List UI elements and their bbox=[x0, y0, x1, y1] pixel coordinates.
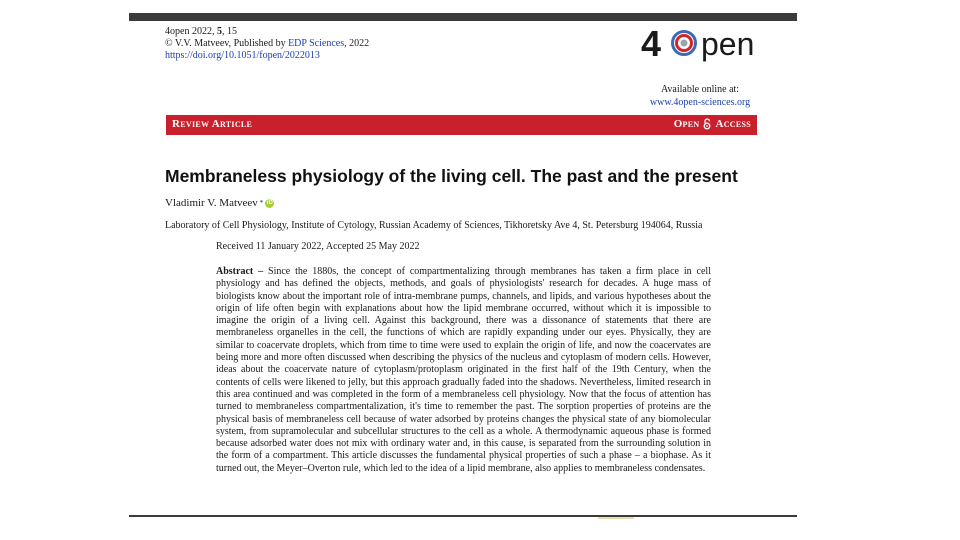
publisher-link[interactable]: EDP Sciences bbox=[288, 38, 345, 49]
open-access-label: Open Access bbox=[673, 118, 751, 130]
abstract-label: Abstract – bbox=[216, 266, 264, 277]
top-rule bbox=[129, 13, 797, 21]
bottom-rule bbox=[129, 515, 797, 517]
corresponding-mark: * bbox=[259, 199, 264, 207]
available-label: Available online at: bbox=[660, 84, 740, 95]
logo-four: 4 bbox=[641, 23, 662, 64]
affiliation: Laboratory of Cell Physiology, Institute of Cytology, Russian Academy of Sciences, Tikhoretsky Ave 4, St. Petersburg 194064, Russia bbox=[165, 220, 703, 231]
article-type: Review Article bbox=[172, 118, 253, 130]
orcid-icon[interactable]: iD bbox=[266, 199, 273, 206]
open-access-icon bbox=[702, 118, 712, 130]
journal-website-link[interactable]: www.4open-sciences.org bbox=[649, 97, 751, 108]
author-line bbox=[165, 197, 274, 209]
article-title: Membraneless physiology of the living cell. The past and the present bbox=[165, 166, 738, 186]
received-dates: Received 11 January 2022, Accepted 25 May 2022 bbox=[216, 241, 420, 252]
abstract bbox=[216, 266, 711, 475]
copyright-line: © V.V. Matveev, Published by EDP Sciences, 2022 bbox=[165, 38, 370, 49]
journal-logo bbox=[641, 23, 759, 68]
logo-pen: pen bbox=[701, 26, 755, 62]
logo-ring-icon bbox=[671, 30, 697, 56]
bottom-rule-accent bbox=[598, 517, 634, 519]
article-type-banner bbox=[166, 115, 757, 135]
author-name: Vladimir V. Matveev bbox=[165, 197, 258, 209]
availability bbox=[641, 83, 759, 109]
doi-link[interactable]: https://doi.org/10.1051/fopen/2022013 bbox=[165, 50, 320, 61]
abstract-text: Since the 1880s, the concept of compartmentalizing through membranes has taken a firm place in cell physiology and has defined the objects, methods, and goals of physiologists' research for decades. A huge mass of biologists know about the important role of intra-membrane pumps, channels, and lipids, and various hypotheses about the origin of life often begin with explanations about how the lipid membrane occurred, without which it is impossible to imagine the origin of a living cell. Against this background, there was a dissonance of statements that there are membraneless organelles in the cell, the functions of which are rapidly expanding under our eyes. Physically, they are similar to coacervate droplets, which from time to time were used to explain the origin of life, and now the coacervates are being more and more often discussed when describing the physics of the nucleus and cytoplasm of modern cells. However, ideas about the coacervate nature of cytoplasm/protoplasm originated in the first half of the 19th Century, when the contents of cells were likened to jelly, but this approach gradually faded into the shadows. Nevertheless, limited research in this area continued and was completed in the form of a membraneless cell physiology. Now that the focus of attention has turned to membraneless compartmentalization, it's time to remember the past. The sorption properties of proteins are the physical basis of membraneless cell because of water adsorbed by proteins changes the physical state of any biomolecular system, from supramolecular and subcellular structures to the cell as a whole. A thermodynamic aqueous phase is formed because adsorbed water does not mix with ordinary water and, in this cause, is separated from the surrounding solution in the form of a compartment. This article discusses the fundamental physical properties of such a phase – a biophase. As it turned out, the Meyer–Overton rule, which led to the idea of a lipid membrane, also applies to membraneless condensates. bbox=[216, 266, 711, 474]
journal-citation: 4open 2022, 5, 15 bbox=[165, 26, 237, 37]
citation-block bbox=[165, 26, 369, 62]
